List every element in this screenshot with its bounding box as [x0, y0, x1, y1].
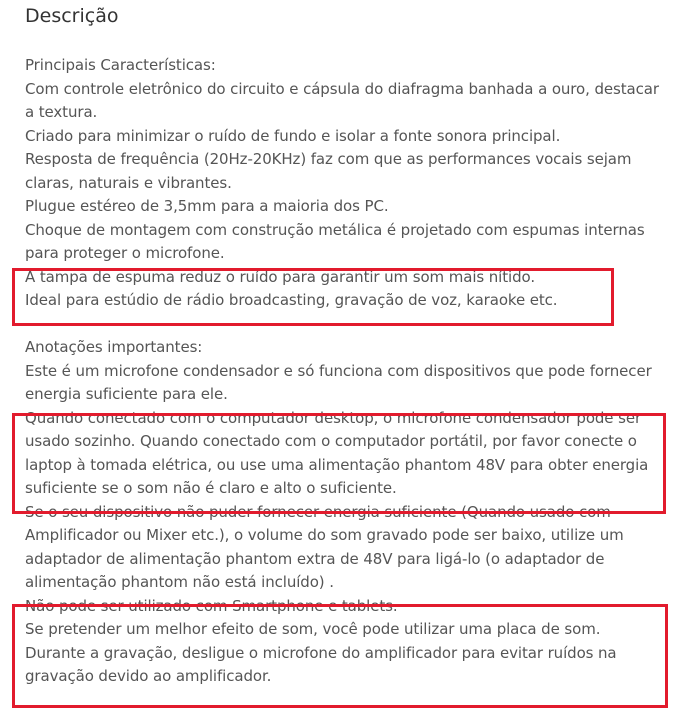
feature-item: Criado para minimizar o ruído de fundo e isolar a fonte sonora principal. [25, 126, 561, 145]
feature-item-highlighted: A tampa de espuma reduz o ruído para garantir um som mais nítido. [25, 267, 535, 286]
note-item-highlighted: Quando conectado com o computador desktop, o microfone condensador pode ser usado sozinho. Quando conectado com o computador portátil, por favor conecte o laptop à tomada elétrica, ou use uma alimentação phantom 48V para obter energia suficiente se o som não é claro e alto o suficiente. [25, 408, 653, 497]
note-item-highlighted: Não pode ser utilizado com Smartphone e tablets. [25, 596, 398, 615]
features-label: Principais Características: [25, 56, 216, 74]
paragraph-gap [25, 313, 665, 337]
note-item: Se o seu dispositivo não puder fornecer energia suficiente (Quando usado com Amplificador ou Mixer etc.), o volume do som gravado pode ser baixo, utilize um adaptador de alimentação phantom extra de 48V para ligá-lo (o adaptador de alimentação phantom não está incluído) . [25, 502, 629, 591]
section-title: Descrição [25, 5, 119, 27]
note-item-highlighted: Durante a gravação, desligue o microfone do amplificador para evitar ruídos na gravação devido ao amplificador. [25, 643, 622, 685]
note-item-highlighted: Se pretender um melhor efeito de som, você pode utilizar uma placa de som. [25, 620, 601, 638]
notes-label: Anotações importantes: [25, 338, 203, 356]
note-item: Este é um microfone condensador e só funciona com dispositivos que pode fornecer energia suficiente para ele. [25, 361, 657, 403]
feature-item: Resposta de frequência (20Hz-20KHz) faz com que as performances vocais sejam claras, naturais e vibrantes. [25, 150, 637, 192]
description-body [25, 54, 665, 689]
feature-item: Plugue estéreo de 3,5mm para a maioria dos PC. [25, 197, 389, 215]
feature-item: Com controle eletrônico do circuito e cápsula do diafragma banhada a ouro, destacar a textura. [25, 79, 664, 121]
feature-item: Choque de montagem com construção metálica é projetado com espumas internas para proteger o microfone. [25, 220, 650, 262]
feature-item-highlighted: Ideal para estúdio de rádio broadcasting, gravação de voz, karaoke etc. [25, 291, 558, 309]
